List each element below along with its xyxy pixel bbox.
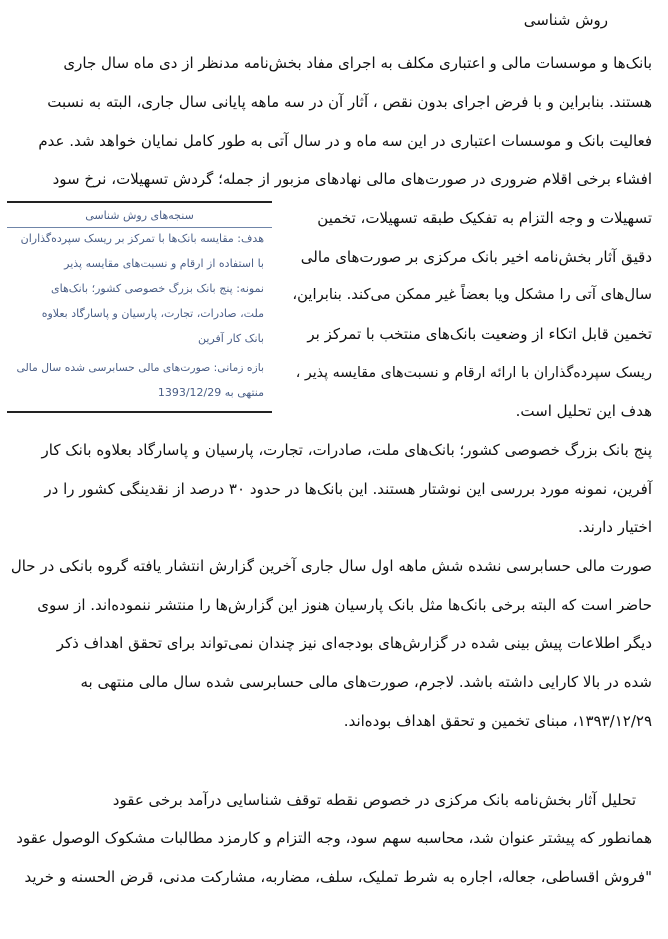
- sidebox-line: نمونه: پنج بانک بزرگ خصوصی کشور؛ بانک‌های: [51, 282, 264, 295]
- body-line: آفرین، نمونه مورد بررسی این نوشتار هستند. این بانک‌ها در حدود ۳۰ درصد از نقدینگی کشور را در: [44, 480, 652, 498]
- body-line: تخمین قابل اتکاء از وضعیت بانک‌های منتخب با تمرکز بر: [307, 325, 652, 343]
- body-line: ۱۳۹۳/۱۲/۲۹، مبنای تخمین و تحقق اهداف بوده‌اند.: [343, 712, 652, 730]
- sidebox-line: بازه زمانی: صورت‌های مالی حسابرسی شده سال مالی: [16, 361, 264, 374]
- body-line: بانک‌ها و موسسات مالی و اعتباری مکلف به اجرای مفاد بخش‌نامه مدنظر از دی ماه سال جاری: [63, 54, 652, 72]
- sidebox-line: با استفاده از ارقام و نسبت‌های مقایسه پذیر: [64, 257, 264, 270]
- body-line: هستند. بنابراین و با فرض اجرای بدون نقص ، آثار آن در سه ماهه پایانی سال جاری، البته به نسبت: [47, 93, 652, 111]
- sidebox-line: منتهی به 1393/12/29: [157, 386, 264, 399]
- body-line: سال‌های آتی را مشکل ویا بعضاً غیر ممکن می‌کند. بنابراین،: [292, 286, 652, 303]
- body-line: حاضر است که البته برخی بانک‌ها مثل بانک پارسیان هنوز این گزارش‌ها را منتشر ننموده‌اند. از سوی: [37, 596, 652, 614]
- body-line: افشاء برخی اقلام ضروری در صورت‌های مالی نهادهای مزبور از جمله؛ گردش تسهیلات، نرخ سود: [52, 170, 652, 188]
- sidebox-line: بانک کار آفرین: [197, 332, 264, 345]
- body-line: ریسک سپرده‌گذاران با ارائه ارقام و نسبت‌های مقایسه پذیر ،: [295, 365, 652, 381]
- subsection-heading: تحلیل آثار بخش‌نامه بانک مرکزی در خصوص نقطه توقف شناسایی درآمد برخی عقود: [112, 791, 636, 809]
- sidebox-line: ملت، صادرات، تجارت، پارسیان و پاسارگاد بعلاوه: [41, 307, 264, 320]
- body-line: فعالیت بانک و موسسات اعتباری در این سه ماه و در سال آتی به طور کامل نمایان خواهد شد. عدم: [38, 132, 652, 150]
- sidebox-line: هدف: مقایسه بانک‌ها با تمرکز بر ریسک سپرده‌گذاران: [20, 232, 264, 245]
- section-heading: روش شناسی: [523, 11, 608, 29]
- body-line: "فروش اقساطی، جعاله، اجاره به شرط تملیک، سلف، مضاربه، مشارکت مدنی، قرض الحسنه و خرید: [24, 868, 652, 886]
- body-line: دیگر اطلاعات پیش بینی شده در گزارش‌های بودجه‌ای نیز چندان نمی‌تواند برای تحقق اهداف ذکر: [56, 634, 652, 652]
- body-line: شده در بالا کارایی داشته باشد. لاجرم، صورت‌های مالی حسابرسی شده سال مالی منتهی به: [80, 673, 652, 691]
- body-line: هدف این تحلیل است.: [515, 402, 652, 420]
- sidebox-header: سنجه‌های روش شناسی: [7, 205, 272, 228]
- body-line: دقیق آثار بخش‌نامه اخیر بانک مرکزی بر صورت‌های مالی: [300, 248, 652, 266]
- body-line: همانطور که پیشتر عنوان شد، محاسبه سهم سود، وجه التزام و کارمزد مطالبات مشکوک الوصول عقود: [16, 829, 652, 847]
- body-line: تسهیلات و وجه التزام به تفکیک طبقه تسهیلات، تخمین: [317, 209, 652, 227]
- methodology-sidebox: [7, 201, 272, 413]
- body-line: صورت مالی حسابرسی نشده شش ماهه اول سال جاری آخرین گزارش انتشار یافته گروه بانکی در حال: [10, 557, 652, 575]
- body-line: پنج بانک بزرگ خصوصی کشور؛ بانک‌های ملت، صادرات، تجارت، پارسیان و پاسارگاد بعلاوه بانک کار: [41, 441, 652, 459]
- body-line: اختیار دارند.: [578, 518, 652, 536]
